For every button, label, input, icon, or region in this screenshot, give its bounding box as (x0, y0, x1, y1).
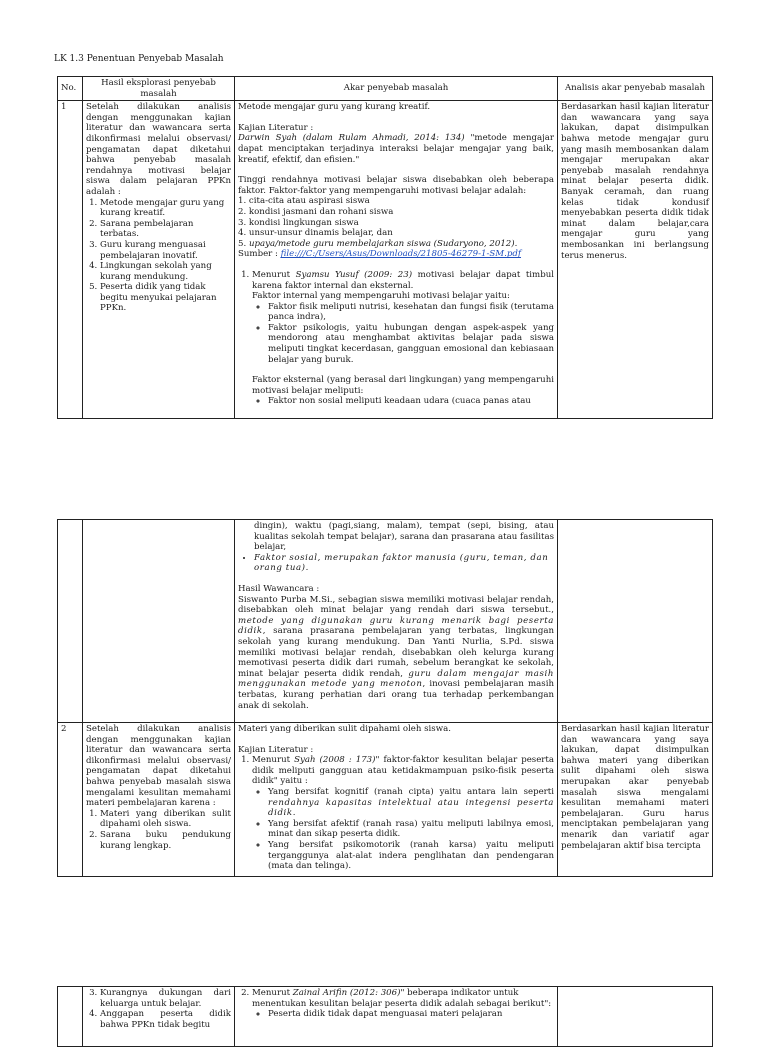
row1-hasil-intro: Setelah dilakukan analisis dengan menggunakan kajian literatur dan wawancara serta dikonfirmasi melalui observasi/ pengamatan dapat diketahui bahwa penyebab masalah rendahnya motivasi belajar siswa dalam pelajaran PPKn adalah : (86, 102, 231, 197)
row1-akar-heading: Metode mengajar guru yang kurang kreatif. (238, 102, 431, 113)
darwin-text: "metode mengajar dapat menciptakan terjadinya interaksi belajar mengajar yang baik, kreatif, efektif, dan efisien." (238, 133, 554, 165)
syamsu-citation: Syamsu Yusuf (2009: 23) (295, 269, 413, 280)
header-no: No. (58, 77, 83, 101)
row1-hasil-item: 2. Sarana pembelajaran terbatas. (100, 219, 231, 240)
table-row-1 (58, 101, 713, 419)
table-row-1-continued (58, 520, 713, 723)
row1-hasil (83, 101, 235, 419)
zainal-item: 2. Menurut Zainal Arifin (2012: 306)" beberapa indikator untuk menentukan kesulitan belajar peserta didik adalah sebagai berikut": ◦ Peserta didik tidak dapat menguasai materi pelajaran (252, 988, 554, 1020)
row1-hasil-item: 1. Metode mengajar guru yang kurang kreatif. (100, 198, 231, 219)
row2-no: 2 (58, 723, 83, 877)
problem-table-part1 (57, 76, 713, 419)
row1-akar (235, 101, 558, 419)
row2-analisis: Berdasarkan hasil kajian literatur dan wawancara yang saya lakukan, dapat disimpulkan bahwa materi yang diberikan sulit dipahami oleh siswa merupakan akar penyebab masalah siswa mengalami kesulitan memahami materi pembelajaran. Guru harus menciptakan pembelajaran yang menarik dan variatif agar pembelajaran aktif bisa tercipta (558, 723, 713, 877)
sumber-line (238, 249, 554, 260)
wawancara-emphasis: metode yang digunakan guru kurang menarik bagi peserta didik (238, 615, 554, 637)
sosial-item: • Faktor sosial, merupakan faktor manusia (guru, teman, dan orang tua). (254, 553, 554, 574)
row2-hasil (83, 723, 235, 877)
problem-table-part3 (57, 986, 713, 1047)
row2-hasil-intro: Setelah dilakukan analisis dengan menggunakan kajian literatur dan wawancara serta dikonfirmasi melalui observasi/ pengamatan dapat diketahui bahwa penyebab masalah siswa mengalami kesulitan memahami materi pembelajaran karena : (86, 724, 231, 809)
row2-hasil-item: 4. Anggapan peserta didik bahwa PPKn tidak begitu (100, 1009, 231, 1030)
row2-hasil-item: 2. Sarana buku pendukung kurang lengkap. (100, 830, 231, 851)
kognitif-item: ◦ Yang bersifat kognitif (ranah cipta) yaitu antara lain seperti rendahnya kapasitas intelektual atau integensi peserta didik. (268, 787, 554, 819)
row2-kajian-label: Kajian Literatur : (238, 744, 314, 755)
afektif-item: ◦ Yang bersifat afektif (ranah rasa) yaitu meliputi labilnya emosi, minat dan sikap peserta didik. (268, 819, 554, 840)
page-title: LK 1.3 Penentuan Penyebab Masalah (54, 54, 224, 64)
wawancara-emphasis: guru dalam mengajar masih menggunakan metode yang menoton (238, 668, 554, 690)
row1-tinggi-paragraph: Tinggi rendahnya motivasi belajar siswa disebabkan oleh beberapa faktor. Faktor-faktor yang mempengaruhi motivasi belajar adalah: (238, 175, 554, 196)
header-akar: Akar penyebab masalah (235, 77, 558, 101)
internal-item: ◦ Faktor psikologis, yaitu hubungan dengan aspek-aspek yang mendorong atau menghambat aktivitas belajar pada siswa meliputi tingkat kecerdasan, gangguan emosional dan kebiasaan belajar yang buruk. (268, 323, 554, 365)
row2-akar-continued (235, 987, 558, 1047)
row1-kajian-label: Kajian Literatur : (238, 122, 314, 133)
wawancara-label: Hasil Wawancara : (238, 583, 320, 594)
sumber-link[interactable]: file:///C:/Users/Asus/Downloads/21805-46279-1-SM.pdf (280, 249, 522, 260)
faktor-item: 3. kondisi lingkungan siswa (238, 217, 359, 228)
header-analisis: Analisis akar penyebab masalah (558, 77, 713, 101)
sumber-label: Sumber : (238, 249, 281, 260)
eksternal-continued: dingin), waktu (pagi,siang, malam), tempat (sepi, bising, atau kualitas sekolah tempat belajar), sarana dan prasarana atau fasilitas belajar, (254, 521, 554, 553)
faktor-item: 1. cita-cita atau aspirasi siswa (238, 196, 370, 207)
header-hasil: Hasil eksplorasi penyebab masalah (83, 77, 235, 101)
zainal-citation: Zainal Arifin (2012: 306) (292, 988, 401, 998)
problem-table-part2 (57, 519, 713, 877)
row1-hasil-item: 4. Lingkungan sekolah yang kurang mendukung. (100, 261, 231, 282)
syah-item: 1. Menurut Syah (2008 : 173)" faktor-faktor kesulitan belajar peserta didik meliputi gangguan atau ketidakmampuan psiko-fisik peserta didik" yaitu : ◦ Yang bersifat kognitif (ranah cipta) yaitu antara lain seperti rendahnya kapasitas intelektual atau integensi peserta didik. ◦ Yang bersifat afektif (ranah rasa) yaitu meliputi labilnya emosi, minat dan sikap peserta didik. ◦ Yang bersifat psikomotorik (ranah karsa) yaitu meliputi terganggunya alat-alat indera penglihatan dan pendengaran (mata dan telinga). (252, 755, 554, 872)
row2-hasil-continued (83, 987, 235, 1047)
row2-hasil-item: 1. Materi yang diberikan sulit dipahami oleh siswa. (100, 809, 231, 830)
row2-akar-heading: Materi yang diberikan sulit dipahami oleh siswa. (238, 724, 451, 734)
row1-hasil-item: 3. Guru kurang menguasai pembelajaran inovatif. (100, 240, 231, 261)
table-row-2 (58, 723, 713, 877)
row2-akar (235, 723, 558, 877)
faktor-item: 2. kondisi jasmani dan rohani siswa (238, 206, 394, 217)
darwin-citation: Darwin Syah (dalam Rulam Ahmadi, 2014: 134) (238, 133, 465, 144)
faktor-item-5: 5. upaya/metode guru membelajarkan siswa (Sudaryono, 2012). (238, 238, 518, 249)
table-header-row (58, 77, 713, 101)
row1-analisis: Berdasarkan hasil kajian literatur dan wawancara yang saya lakukan, dapat disimpulkan bahwa metode mengajar guru yang masih membosankan dalam mengajar merupakan akar penyebab masalah rendahnya minat belajar peserta didik. Banyak ceramah, dan ruang kelas tidak kondusif menyebabkan peserta didik tidak minat dalam belajar,cara mengajar guru yang membosankan ini berlangsung terus menerus. (558, 101, 713, 419)
row2-hasil-item: 3. Kurangnya dukungan dari keluarga untuk belajar. (100, 988, 231, 1009)
eksternal-heading: Faktor eksternal (yang berasal dari lingkungan) yang mempengaruhi motivasi belajar meliputi: (252, 375, 554, 396)
row1-hasil-item: 5. Peserta didik yang tidak begitu menyukai pelajaran PPKn. (100, 282, 231, 314)
syah-citation: Syah (2008 : 173) (294, 755, 376, 766)
row1-akar-continued (235, 520, 558, 723)
faktor-item: 4. unsur-unsur dinamis belajar, dan (238, 228, 393, 239)
faktor5-text: upaya/metode guru membelajarkan siswa (Sudaryono, 2012). (248, 238, 518, 249)
table-row-2-continued (58, 987, 713, 1047)
row1-darwin-paragraph (238, 133, 554, 165)
row1-no: 1 (58, 101, 83, 419)
syamsu-item: 1. Menurut Syamsu Yusuf (2009: 23) motivasi belajar dapat timbul karena faktor internal dan eksternal. Faktor internal yang mempengaruhi motivasi belajar yaitu: ◦ Faktor fisik meliputi nutrisi, kesehatan dan fungsi fisik (terutama panca indra), ◦ Faktor psikologis, yaitu hubungan dengan aspek-aspek yang mendorong atau menghambat aktivitas belajar pada siswa meliputi tingkat kecerdasan, gangguan emosional dan kebiasaan belajar yang buruk. Faktor eksternal (yang berasal dari lingkungan) yang mempengaruhi motivasi belajar meliputi: ◦ Faktor non sosial meliputi keadaan udara (cuaca panas atau (252, 270, 554, 407)
internal-heading: Faktor internal yang mempengaruhi motivasi belajar yaitu: (252, 291, 510, 302)
internal-item: ◦ Faktor fisik meliputi nutrisi, kesehatan dan fungsi fisik (terutama panca indra), (268, 302, 554, 323)
wawancara-paragraph: Siswanto Purba M.Si., sebagian siswa memiliki motivasi belajar rendah, disebabkan oleh minat belajar yang rendah dari siswa tersebut., metode yang digunakan guru kurang menarik bagi peserta didik, sarana prasarana pembelajaran yang terbatas, lingkungan sekolah yang kurang mendukung. Dan Yanti Nurlia, S.Pd. siswa memiliki motivasi belajar rendah, disebabkan oleh kelurga kurang memotivasi peserta didik dari rumah, sebelum berangkat ke sekolah, minat belajar peserta didik rendah, guru dalam mengajar masih menggunakan metode yang menoton, inovasi pembelajaran masih terbatas, kurang perhatian dari orang tua terhadap perkembangan anak di sekolah. (238, 594, 554, 711)
eksternal-item: ◦ Faktor non sosial meliputi keadaan udara (cuaca panas atau (268, 396, 554, 407)
psikomotorik-item: ◦ Yang bersifat psikomotorik (ranah karsa) yaitu meliputi terganggunya alat-alat indera penglihatan dan pendengaran (mata dan telinga). (268, 840, 554, 872)
zainal-subitem: ◦ Peserta didik tidak dapat menguasai materi pelajaran (268, 1009, 554, 1020)
